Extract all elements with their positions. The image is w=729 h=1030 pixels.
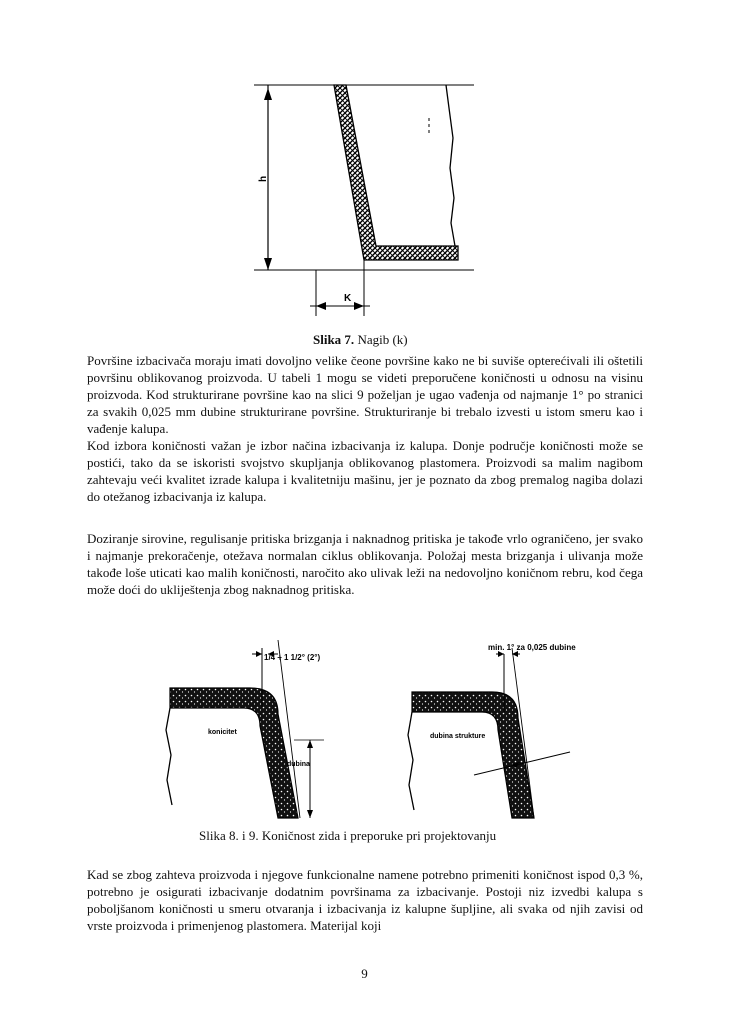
taper-label: konicitet (208, 729, 237, 736)
paragraph-3: Doziranje sirovine, regulisanje pritiska brizganja i naknadnog pritiska je takođe vrlo ograničeno, jer svako i najmanje prekoračenje, otežava normalan ciklus oblikovanja. Položaj mesta brizganja i ulivanja može takođe loše uticati kao malih koničnosti, naročito ako ulivak leži na nedovoljno koničnom rebru, kod čega može doći do ukliještenja zbog naknadnog pritiska. (87, 531, 643, 597)
k-label: K (344, 293, 352, 304)
min-angle-label: min. 1° za 0,025 dubine (488, 643, 576, 652)
height-label: h (258, 175, 269, 182)
figure-7-caption-text: Nagib (k) (354, 332, 408, 347)
depth-label: dubina (287, 761, 310, 768)
figure-9-diagram (400, 640, 585, 825)
angle-range-label: 1/4 ÷ 1 1/2° (2°) (264, 653, 321, 662)
structure-depth-label: dubina strukture (430, 733, 486, 740)
paragraph-2: Kod izbora koničnosti važan je izbor načina izbacivanja iz kalupa. Donje područje koničnosti može se postići, tako da se iskoristi svojstvo skupljanja oblikovanog plastomera. Proizvodi sa malim nagibom zahtevaju veći kvalitet izrade kalupa i kvalitetniju mašinu, jer je poznato da zbog premalog nagiba dolazi do otežanog izbacivanja iz kalupa. (87, 438, 643, 504)
paragraph-1: Površine izbacivača moraju imati dovoljno velike čeone površine kako ne bi suviše opterećivali ili oštetili površinu oblikovanog proizvoda. U tabeli 1 mogu se videti preporučene koničnosti u odnosu na visinu proizvoda. Kod strukturirane površine kao na slici 9 poželjan je ugao vađenja od najmanje 1° po stranici za svakih 0,025 mm dubine strukturirane površine. Strukturiranje bi trebalo izvesti u istom smeru kao i vađenje kalupa. (87, 353, 643, 436)
figures-8-9-caption: Slika 8. i 9. Koničnost zida i preporuke pri projektovanju (199, 828, 497, 843)
figure-7-caption (313, 332, 408, 348)
figure-7-diagram (250, 78, 475, 328)
figure-8-diagram (160, 640, 340, 825)
page-number: 9 (361, 966, 368, 981)
paragraph-4: Kad se zbog zahteva proizvoda i njegove funkcionalne namene potrebno primeniti koničnost ispod 0,3 %, potrebno je osigurati izbacivanje dodatnim površinama za izbacivanje. Postoji niz izvedbi kalupa s poboljšanom koničnosti u smeru otvaranja i izbacivanja iz kalupne šupljine, ali svaka od njih zavisi od vrste proizvoda i primenjenog plastomera. Materijal koji (87, 867, 643, 933)
figure-7-caption-number: Slika 7. (313, 332, 355, 347)
